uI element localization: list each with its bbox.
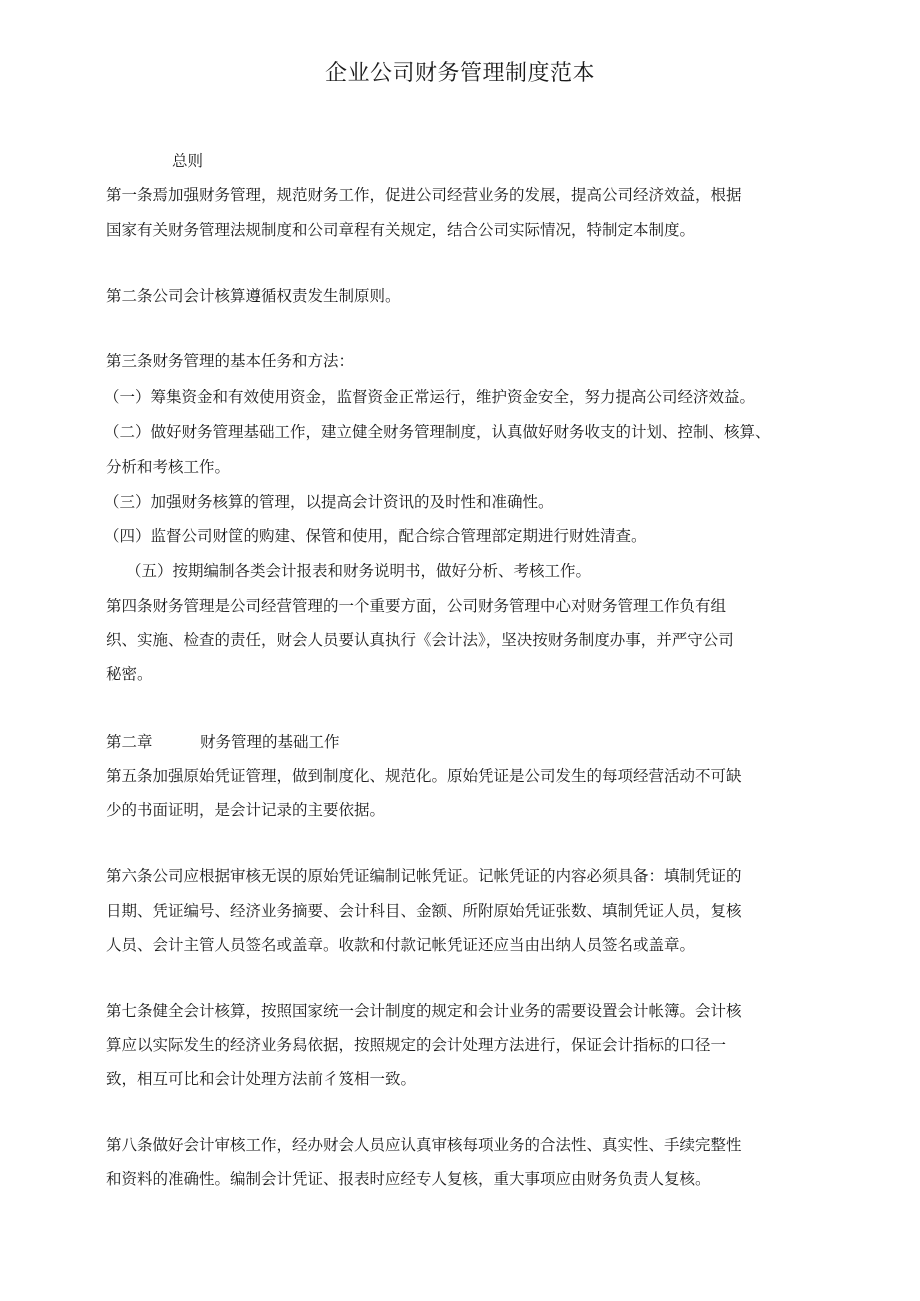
article-2: 第二条公司会计核算遵循权责发生制原则。 — [106, 287, 401, 305]
article-3-item-5: （五）按期编制各类会计报表和财务说明书，做好分析、考核工作。 — [126, 562, 592, 580]
section-general-heading: 总则 — [172, 152, 204, 170]
article-6-line-1: 第六条公司应根据审核无误的原始凭证编制记帐凭证。记帐凭证的内容必须具备：填制凭证的 — [106, 867, 742, 885]
document-title: 企业公司财务管理制度范本 — [324, 61, 595, 86]
article-1-line-2: 国家有关财务管理法规制度和公司章程有关规定，结合公司实际情况，特制定本制度。 — [106, 221, 696, 239]
article-1-line-1: 第一条焉加强财务管理，规范财务工作，促进公司经营业务的发展，提高公司经济效益，根据 — [106, 186, 742, 204]
article-5-line-1: 第五条加强原始凭证管理，做到制度化、规范化。原始凭证是公司发生的每项经营活动不可缺 — [106, 767, 742, 785]
article-4-line-1: 第四条财务管理是公司经营管理的一个重要方面，公司财务管理中心对财务管理工作负有组 — [106, 597, 727, 615]
article-3-item-3: （三）加强财务核算的管理，以提高会计资讯的及时性和准确性。 — [104, 493, 554, 511]
article-8-line-2: 和资料的准确性。编制会计凭证、报表时应经专人复核，重大事项应由财务负责人复核。 — [106, 1170, 711, 1188]
chapter-2-title: 财务管理的基础工作 — [200, 733, 340, 751]
article-3-item-2: （二）做好财务管理基础工作，建立健全财务管理制度，认真做好财务收支的计划、控制、核算、 — [104, 423, 771, 441]
article-7-line-3: 致，相互可比和会计处理方法前彳笈相一致。 — [106, 1070, 417, 1088]
article-6-line-2: 日期、凭证编号、经济业务摘要、会计科目、金额、所附原始凭证张数、填制凭证人员，复核 — [106, 902, 742, 920]
article-4-line-2: 织、实施、检查的责任，财会人员要认真执行《会计法》，坚决按财务制度办事，并严守公司 — [106, 631, 734, 649]
chapter-2-heading — [106, 731, 340, 753]
article-6-line-3: 人员、会计主管人员签名或盖章。收款和付款记帐凭证还应当由出纳人员签名或盖章。 — [106, 936, 696, 954]
article-3-item-1: （一）筹集资金和有效使用资金，监督资金正常运行，维护资金安全，努力提高公司经济效益。 — [104, 388, 756, 406]
article-7-line-1: 第七条健全会计核算，按照国家统一会计制度的规定和会计业务的需要设置会计帐簿。会计核 — [106, 1002, 742, 1020]
chapter-2-label: 第二章 — [106, 733, 153, 751]
article-7-line-2: 算应以实际发生的经济业务舄依据，按照规定的会计处理方法进行，保证会计指标的口径一 — [106, 1036, 727, 1054]
article-4-line-3: 秘密。 — [106, 665, 153, 683]
article-3-heading: 第三条财务管理的基本任务和方法： — [106, 352, 355, 370]
article-3-item-2-cont: 分析和考核工作。 — [106, 458, 231, 476]
article-3-item-4: （四）监督公司财筐的购建、保管和使用，配合综合管理部定期进行财姓清查。 — [104, 527, 647, 545]
article-8-line-1: 第八条做好会计审核工作，经办财会人员应认真审核每项业务的合法性、真实性、手续完整性 — [106, 1136, 742, 1154]
article-5-line-2: 少的书面证明，是会计记录的主要依据。 — [106, 801, 386, 819]
